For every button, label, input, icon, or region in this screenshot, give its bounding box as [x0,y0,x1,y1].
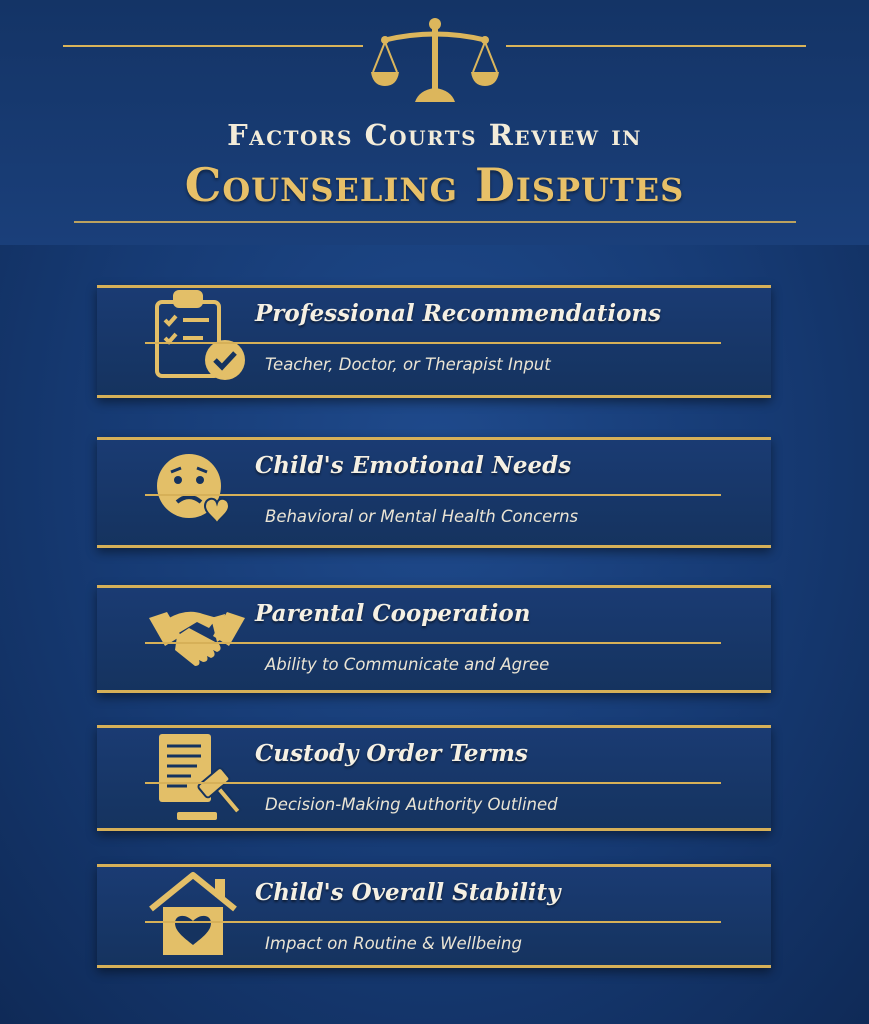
card-divider [145,921,721,923]
title-line-2: Counseling Disputes [184,158,685,212]
factor-subtitle: Teacher, Doctor, or Therapist Input [265,355,551,374]
factor-card-stability [97,864,771,968]
factor-subtitle: Decision-Making Authority Outlined [265,795,558,814]
title-line-1: Factors Courts Review in [227,118,642,152]
header-band [0,0,869,245]
factor-subtitle: Behavioral or Mental Health Concerns [265,507,579,526]
card-divider [145,494,721,496]
factor-card-professional [97,285,771,398]
factor-title: Parental Cooperation [255,600,531,627]
header-rule-left [63,45,363,47]
card-divider [145,342,721,344]
factor-card-cooperation [97,585,771,693]
factor-title: Child's Emotional Needs [255,452,572,479]
factor-card-emotional [97,437,771,548]
card-divider [145,782,721,784]
factor-subtitle: Ability to Communicate and Agree [265,655,550,674]
card-divider [145,642,721,644]
header-rule-right [506,45,806,47]
factor-title: Child's Overall Stability [255,879,561,906]
factor-subtitle: Impact on Routine & Wellbeing [265,934,522,953]
scales-of-justice-icon [371,14,499,104]
title-underline [74,221,796,223]
sad-face-heart-icon [147,440,247,546]
document-gavel-icon [147,728,247,834]
house-heart-icon [147,867,247,973]
factor-title: Custody Order Terms [255,740,528,767]
factor-title: Professional Recommendations [255,300,662,327]
clipboard-check-icon [147,288,247,394]
factor-card-custody [97,725,771,831]
handshake-icon [147,588,247,694]
